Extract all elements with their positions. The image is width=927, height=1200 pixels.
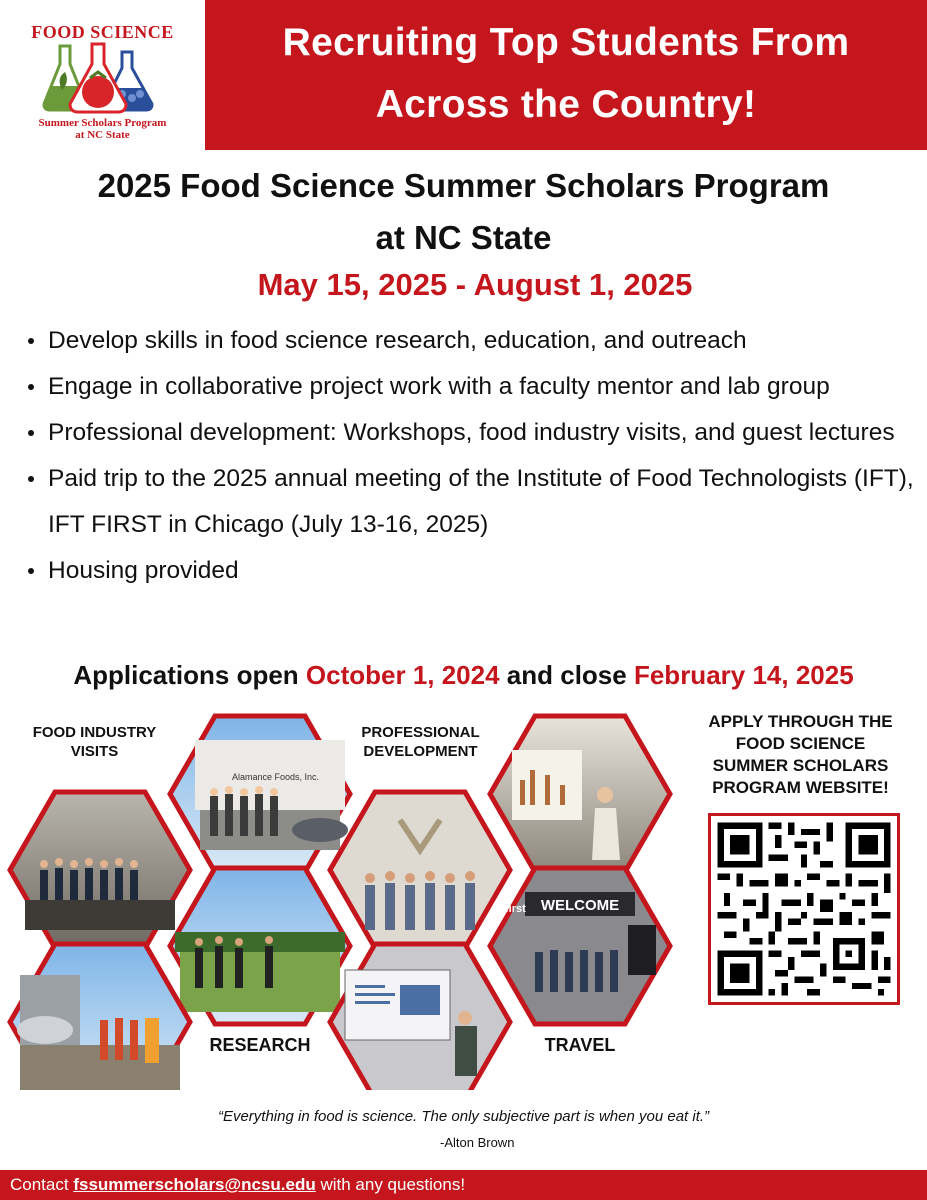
benefit-item: Engage in collaborative project work with a faculty mentor and lab group xyxy=(28,364,923,410)
logo-subtitle-line2: at NC State xyxy=(75,129,130,141)
logo-subtitle-line1: Summer Scholars Program xyxy=(38,117,167,129)
applications-middle: and close xyxy=(506,660,627,690)
photo-research-outdoor xyxy=(170,868,350,1024)
benefit-item: Professional development: Workshops, food industry visits, and guest lectures xyxy=(28,410,923,456)
apply-instructions xyxy=(688,711,913,799)
apply-line2: FOOD SCIENCE xyxy=(735,734,866,753)
flasks-icon xyxy=(40,42,165,114)
contact-email-link[interactable]: fssummerscholars@ncsu.edu xyxy=(73,1175,316,1194)
welcome-sign: WELCOME xyxy=(540,897,620,914)
photo-research-poster xyxy=(330,944,510,1090)
applications-prefix: Applications open xyxy=(73,660,299,690)
quote-text: “Everything in food is science. The only subjective part is when you eat it.” xyxy=(217,1108,710,1125)
label-food-industry-line2: VISITS xyxy=(70,743,119,760)
benefits-list xyxy=(28,318,923,594)
apply-line1: APPLY THROUGH THE xyxy=(708,712,893,731)
quote-author: -Alton Brown xyxy=(440,1135,515,1150)
photo-travel-welcome xyxy=(490,868,670,1024)
qr-code-icon xyxy=(711,816,897,1002)
first-sign: first xyxy=(505,903,526,915)
header-banner xyxy=(205,0,927,150)
label-food-industry-line1: FOOD INDUSTRY xyxy=(32,724,157,741)
application-dates xyxy=(0,660,927,691)
label-professional-line2: DEVELOPMENT xyxy=(363,743,478,760)
banner-line1: Recruiting Top Students From xyxy=(282,21,850,64)
label-professional-development xyxy=(343,723,498,761)
photo-professional-group xyxy=(330,792,510,948)
benefit-item: Paid trip to the 2025 annual meeting of the Institute of Food Technologists (IFT), IFT FIRST in Chicago (July 13-16, 2025) xyxy=(28,456,923,548)
photo-professional-development xyxy=(490,716,670,872)
logo-subtitle xyxy=(0,117,205,141)
label-research: RESEARCH xyxy=(209,1035,311,1055)
apply-line3: SUMMER SCHOLARS xyxy=(712,756,889,775)
banner-heading xyxy=(205,12,927,136)
photo-group-industry-visit xyxy=(10,792,190,948)
alamance-sign: Alamance Foods, Inc. xyxy=(232,772,320,782)
label-professional-line1: PROFESSIONAL xyxy=(361,724,480,741)
photo-industry-equipment xyxy=(10,944,190,1090)
apply-line4: PROGRAM WEBSITE! xyxy=(712,778,889,797)
label-food-industry-visits xyxy=(22,723,167,761)
footer-prefix: Contact xyxy=(10,1175,69,1194)
banner-line2: Across the Country! xyxy=(375,83,757,126)
photo-food-industry-building xyxy=(170,716,350,872)
label-travel: TRAVEL xyxy=(544,1035,616,1055)
program-title xyxy=(0,160,927,264)
applications-close-date: February 14, 2025 xyxy=(633,660,854,690)
benefit-item: Housing provided xyxy=(28,548,923,594)
benefit-item: Develop skills in food science research, education, and outreach xyxy=(28,318,923,364)
application-qr-code[interactable] xyxy=(708,813,900,1005)
contact-footer xyxy=(0,1170,927,1200)
footer-suffix: with any questions! xyxy=(320,1175,466,1194)
logo-title: FOOD SCIENCE xyxy=(31,22,174,42)
applications-open-date: October 1, 2024 xyxy=(305,660,500,690)
program-title-line1: 2025 Food Science Summer Scholars Program xyxy=(97,167,830,204)
program-logo xyxy=(0,0,205,150)
program-dates: May 15, 2025 - August 1, 2025 xyxy=(257,267,693,302)
program-title-line2: at NC State xyxy=(375,219,552,256)
